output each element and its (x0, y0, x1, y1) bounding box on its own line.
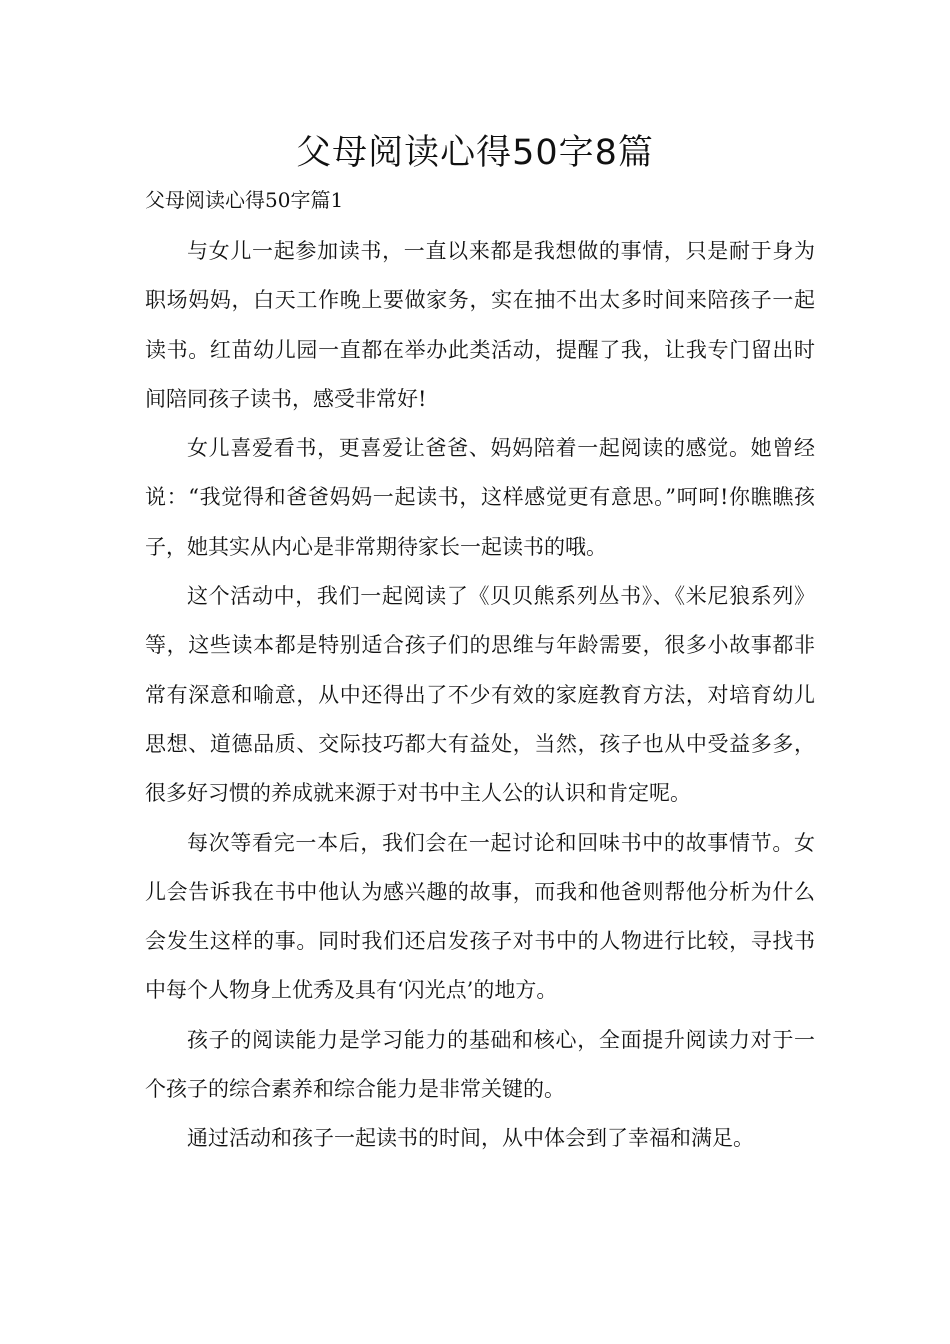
paragraph-3: 这个活动中，我们一起阅读了《贝贝熊系列丛书》、《米尼狼系列》等，这些读本都是特别适合孩子们的思维与年龄需要，很多小故事都非常有深意和喻意，从中还得出了不少有效的家庭教育方法，对培育幼儿思想、道德品质、交际技巧都大有益处，当然，孩子也从中受益多多，很多好习惯的养成就来源于对书中主人公的认识和肯定呢。 (145, 584, 815, 806)
paragraph-4: 每次等看完一本后，我们会在一起讨论和回味书中的故事情节。女儿会告诉我在书中他认为感兴趣的故事，而我和他爸则帮他分析为什么会发生这样的事。同时我们还启发孩子对书中的人物进行比较，寻找书中每个人物身上优秀及具有‘闪光点’的地方。 (145, 830, 815, 1003)
paragraph-2: 女儿喜爱看书，更喜爱让爸爸、妈妈陪着一起阅读的感觉。她曾经说：“我觉得和爸爸妈妈一起读书，这样感觉更有意思。”呵呵!你瞧瞧孩子，她其实从内心是非常期待家长一起读书的哦。 (145, 436, 815, 559)
paragraph-5: 孩子的阅读能力是学习能力的基础和核心，全面提升阅读力对于一个孩子的综合素养和综合能力是非常关键的。 (145, 1027, 815, 1102)
paragraph-1: 与女儿一起参加读书，一直以来都是我想做的事情，只是耐于身为职场妈妈，白天工作晚上要做家务，实在抽不出太多时间来陪孩子一起读书。红苗幼儿园一直都在举办此类活动，提醒了我，让我专门留出时间陪同孩子读书，感受非常好! (145, 239, 815, 411)
paragraph-6: 通过活动和孩子一起读书的时间，从中体会到了幸福和满足。 (187, 1126, 754, 1151)
section-heading: 父母阅读心得50字篇1 (145, 188, 344, 212)
document-title: 父母阅读心得50字8篇 (296, 133, 654, 173)
document-body (145, 227, 815, 1164)
